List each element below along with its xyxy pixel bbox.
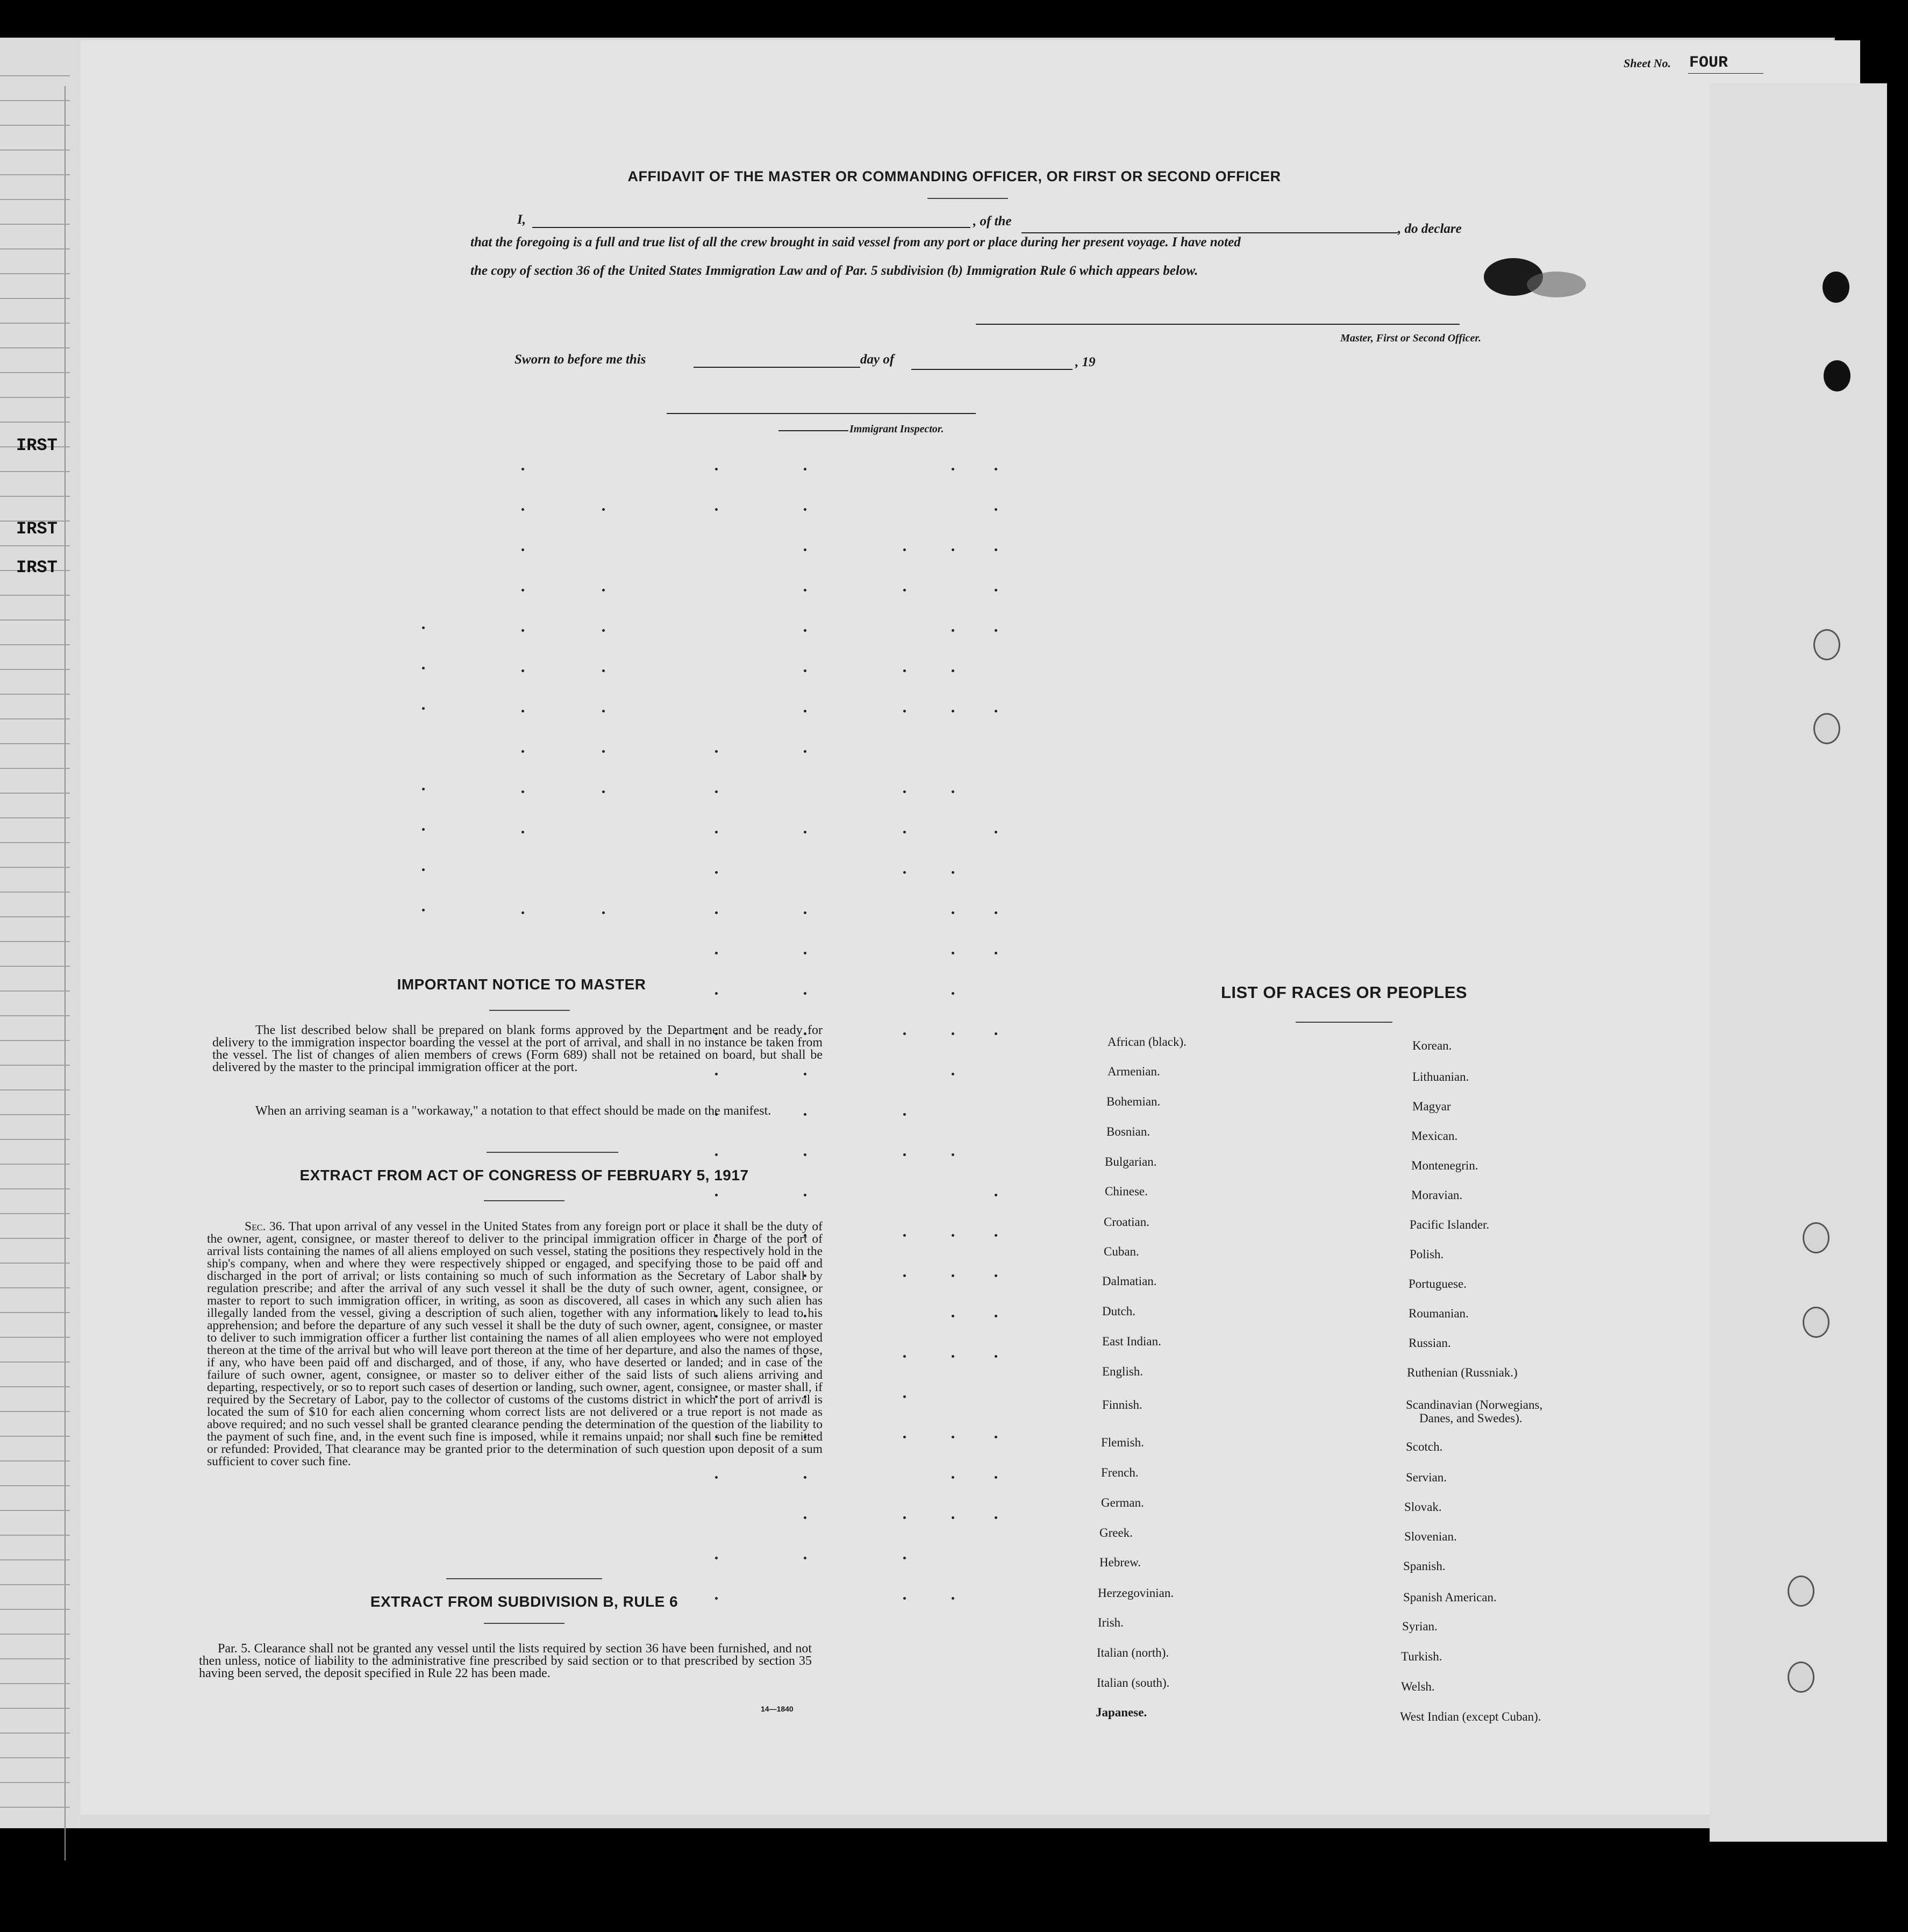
dot-mark xyxy=(995,1355,997,1358)
sheet-number-value: FOUR xyxy=(1689,54,1728,72)
dot-mark xyxy=(804,669,806,672)
ruled-line xyxy=(0,1708,70,1709)
dot-mark xyxy=(903,1274,906,1277)
dot-mark xyxy=(804,911,806,914)
dot-mark xyxy=(952,1274,954,1277)
dot-mark xyxy=(903,710,906,712)
dot-mark xyxy=(804,1153,806,1156)
dot-mark xyxy=(903,1113,906,1116)
race-item: Chinese. xyxy=(1105,1185,1148,1198)
race-item: Dutch. xyxy=(1102,1304,1135,1318)
dot-mark xyxy=(903,1436,906,1438)
ruled-line xyxy=(0,817,70,818)
dot-mark xyxy=(995,1476,997,1479)
ruled-line xyxy=(0,1361,70,1363)
dot-mark xyxy=(521,710,524,712)
ruled-line xyxy=(0,1114,70,1115)
ruled-line xyxy=(0,1559,70,1560)
form-number: 14—1840 xyxy=(761,1705,794,1713)
ruled-line xyxy=(0,1263,70,1264)
races-title-text: LIST OF RACES OR PEOPLES xyxy=(1220,983,1468,1002)
ruled-line xyxy=(0,1040,70,1041)
punch-hole xyxy=(1813,713,1840,744)
dot-mark xyxy=(995,1436,997,1438)
race-item: Hebrew. xyxy=(1099,1556,1141,1569)
dot-mark xyxy=(903,1557,906,1559)
dot-mark xyxy=(521,790,524,793)
sheet-number-line xyxy=(1688,73,1763,74)
race-item: Italian (north). xyxy=(1097,1646,1169,1659)
ruled-line xyxy=(0,1188,70,1189)
dot-mark xyxy=(602,710,605,712)
notice-end-rule xyxy=(487,1152,618,1153)
dot-mark xyxy=(952,1597,954,1600)
affidavit-title: AFFIDAVIT OF THE MASTER OR COMMANDING OFFICER, OR FIRST OR SECOND OFFICER xyxy=(627,168,1281,184)
dot-mark xyxy=(903,790,906,793)
race-item: Pacific Islander. xyxy=(1410,1218,1490,1231)
dot-mark xyxy=(804,831,806,833)
title-rule xyxy=(927,198,1008,199)
ruled-line xyxy=(0,941,70,942)
race-item: Korean. xyxy=(1412,1039,1452,1052)
inspector-signature-line[interactable] xyxy=(667,413,976,414)
dot-mark xyxy=(804,1516,806,1519)
race-item: East Indian. xyxy=(1102,1335,1161,1348)
dot-mark xyxy=(995,1032,997,1035)
race-item: Bulgarian. xyxy=(1105,1155,1157,1168)
race-item: Lithuanian. xyxy=(1412,1070,1469,1083)
dot-mark xyxy=(903,548,906,551)
dot-mark xyxy=(952,952,954,954)
dot-mark xyxy=(995,1315,997,1317)
sworn-year: , 19 xyxy=(1075,355,1096,369)
race-item: Japanese. xyxy=(1096,1706,1147,1719)
dot-mark xyxy=(715,508,718,511)
extract-act-title: EXTRACT FROM ACT OF CONGRESS OF FEBRUARY 5, 1917 xyxy=(299,1167,749,1184)
ruled-line xyxy=(0,496,70,497)
dot-mark xyxy=(952,1153,954,1156)
dot-mark xyxy=(422,626,425,629)
notice-paragraph-2: When an arriving seaman is a "workaway," a notation to that effect should be made on the manifest. xyxy=(255,1104,771,1118)
ruled-line xyxy=(0,248,70,249)
dot-mark xyxy=(422,828,425,831)
dot-mark xyxy=(715,871,718,874)
dot-mark xyxy=(804,548,806,551)
dot-mark xyxy=(995,1274,997,1277)
dot-mark xyxy=(804,750,806,753)
dot-mark xyxy=(903,589,906,591)
sworn-prefix: Sworn to before me this xyxy=(514,352,646,367)
ruled-line xyxy=(0,224,70,225)
dot-mark xyxy=(521,508,524,511)
punch-hole xyxy=(1824,360,1850,391)
race-item: Cuban. xyxy=(1104,1245,1139,1258)
ruled-line xyxy=(0,1386,70,1387)
dot-mark xyxy=(952,1315,954,1317)
race-item: Herzegovinian. xyxy=(1098,1586,1174,1600)
dot-mark xyxy=(804,1557,806,1559)
dot-mark xyxy=(521,548,524,551)
race-item: Portuguese. xyxy=(1409,1277,1467,1291)
extract-rule-title: EXTRACT FROM SUBDIVISION B, RULE 6 xyxy=(370,1593,678,1610)
sheet-number-label: Sheet No. xyxy=(1624,56,1671,70)
affidavit-line2: that the foregoing is a full and true list of all the crew brought in said vessel from any port or place during her present voyage. I have noted xyxy=(470,235,1241,249)
dot-mark xyxy=(804,508,806,511)
master-name-blank[interactable] xyxy=(532,227,970,228)
extract-rule-rule xyxy=(484,1623,564,1624)
section-label: Sec. 36. xyxy=(245,1220,285,1234)
sworn-day-blank[interactable] xyxy=(694,367,860,368)
dot-mark xyxy=(903,1032,906,1035)
ruled-line xyxy=(0,471,70,472)
dot-mark xyxy=(903,1395,906,1398)
ruled-line xyxy=(0,718,70,719)
race-item: Moravian. xyxy=(1411,1188,1463,1202)
dot-mark xyxy=(903,831,906,833)
dot-mark xyxy=(521,589,524,591)
ruled-line xyxy=(0,545,70,546)
ruled-line xyxy=(0,966,70,967)
ruled-line xyxy=(0,619,70,621)
ruled-line xyxy=(0,174,70,175)
ruled-line xyxy=(0,1312,70,1313)
dot-mark xyxy=(715,750,718,753)
dot-mark xyxy=(804,952,806,954)
dot-mark xyxy=(521,911,524,914)
ruled-line xyxy=(0,793,70,794)
race-item: Bohemian. xyxy=(1106,1095,1161,1108)
ink-smudge xyxy=(1527,272,1586,297)
ruled-line xyxy=(0,644,70,645)
margin-line xyxy=(65,86,66,1860)
dot-mark xyxy=(715,1153,718,1156)
races-title xyxy=(1156,983,1532,1002)
dot-mark xyxy=(715,952,718,954)
ruled-line xyxy=(0,1065,70,1066)
dot-mark xyxy=(804,1476,806,1479)
dot-mark xyxy=(952,710,954,712)
stub-word-2: IRST xyxy=(16,519,58,539)
dot-mark xyxy=(602,750,605,753)
ruled-line xyxy=(0,1658,70,1659)
punch-hole xyxy=(1823,272,1849,303)
dot-mark xyxy=(715,468,718,470)
notice-title: IMPORTANT NOTICE TO MASTER xyxy=(397,976,646,993)
race-item: Slovak. xyxy=(1404,1500,1442,1514)
dot-mark xyxy=(715,911,718,914)
dot-mark xyxy=(715,992,718,995)
dot-mark xyxy=(952,1355,954,1358)
race-item: Russian. xyxy=(1409,1336,1451,1350)
ruled-line xyxy=(0,1287,70,1288)
race-item: Syrian. xyxy=(1402,1620,1438,1633)
race-item: Montenegrin. xyxy=(1411,1159,1478,1172)
race-item: Croatian. xyxy=(1104,1215,1149,1229)
ruled-line xyxy=(0,1238,70,1239)
race-item: African (black). xyxy=(1107,1035,1187,1049)
dot-mark xyxy=(521,629,524,632)
ruled-line xyxy=(0,892,70,893)
ruled-line xyxy=(0,1609,70,1610)
ruled-line xyxy=(0,273,70,274)
dot-mark xyxy=(602,508,605,511)
ruled-line xyxy=(0,422,70,423)
punch-hole xyxy=(1803,1222,1830,1253)
front-sheet xyxy=(81,40,1860,1815)
dot-mark xyxy=(995,468,997,470)
race-item: Welsh. xyxy=(1401,1680,1435,1693)
ruled-line xyxy=(0,1757,70,1758)
race-item: Servian. xyxy=(1406,1471,1447,1484)
ruled-line xyxy=(0,125,70,126)
ruled-line xyxy=(0,1164,70,1165)
dot-mark xyxy=(804,710,806,712)
stub-word-1: IRST xyxy=(16,436,58,455)
dot-mark xyxy=(715,1557,718,1559)
dot-mark xyxy=(995,1234,997,1237)
ruled-line xyxy=(0,1411,70,1412)
dot-mark xyxy=(903,871,906,874)
dot-mark xyxy=(995,508,997,511)
affidavit-line1-of-the: , of the xyxy=(973,214,1012,229)
race-item: Roumanian. xyxy=(1409,1307,1469,1320)
race-item: Spanish. xyxy=(1403,1559,1446,1573)
dot-mark xyxy=(602,629,605,632)
ruled-line xyxy=(0,199,70,200)
ruled-line xyxy=(0,595,70,596)
ruled-line xyxy=(0,743,70,744)
ruled-line xyxy=(0,916,70,917)
dot-mark xyxy=(602,790,605,793)
race-item: Magyar xyxy=(1412,1100,1451,1113)
dot-mark xyxy=(903,1234,906,1237)
ruled-line xyxy=(0,1337,70,1338)
dot-mark xyxy=(952,1476,954,1479)
ruled-line xyxy=(0,1584,70,1585)
ruled-line xyxy=(0,298,70,299)
race-item: Mexican. xyxy=(1411,1129,1458,1143)
race-item: West Indian (except Cuban). xyxy=(1400,1710,1541,1723)
dot-mark xyxy=(903,1516,906,1519)
ruled-line xyxy=(0,149,70,151)
race-item: Spanish American. xyxy=(1403,1591,1497,1604)
sworn-day-of: day of xyxy=(860,352,895,367)
race-item: Ruthenian (Russniak.) xyxy=(1407,1366,1518,1379)
ruled-line xyxy=(0,323,70,324)
dot-mark xyxy=(952,669,954,672)
punch-hole xyxy=(1813,629,1840,660)
sworn-month-blank[interactable] xyxy=(911,369,1073,370)
dot-mark xyxy=(903,1153,906,1156)
signature-caption: Master, First or Second Officer. xyxy=(1340,332,1481,344)
affidavit-line1-suffix: , do declare xyxy=(1398,222,1462,236)
extract-act-end-rule xyxy=(446,1578,602,1579)
dot-mark xyxy=(952,871,954,874)
race-item: Slovenian. xyxy=(1404,1530,1457,1543)
ruled-line xyxy=(0,669,70,670)
race-item: Flemish. xyxy=(1101,1436,1144,1449)
punch-hole xyxy=(1803,1307,1830,1338)
dot-mark xyxy=(952,992,954,995)
dot-mark xyxy=(804,589,806,591)
ruled-line xyxy=(0,1683,70,1684)
dot-mark xyxy=(952,1073,954,1075)
dot-mark xyxy=(995,710,997,712)
dot-mark xyxy=(995,911,997,914)
race-item: Irish. xyxy=(1098,1616,1124,1629)
dot-mark xyxy=(952,548,954,551)
dot-mark xyxy=(804,1194,806,1196)
dot-mark xyxy=(952,1234,954,1237)
ruled-line xyxy=(0,1213,70,1214)
extract-rule-body: Par. 5. Clearance shall not be granted any vessel until the lists required by section 36 have been furnished, and not then unless, notice of liability to the administrative fine prescribed by said section or to that prescribed by section 35 having been served, the deposit specified in Rule 22 has been made. xyxy=(199,1642,812,1680)
dot-mark xyxy=(521,669,524,672)
race-item: Armenian. xyxy=(1107,1065,1160,1078)
dot-mark xyxy=(715,1476,718,1479)
dot-mark xyxy=(952,629,954,632)
dot-mark xyxy=(422,868,425,871)
ruled-line xyxy=(0,1460,70,1462)
race-item: Scotch. xyxy=(1406,1440,1443,1453)
ruled-line xyxy=(0,1139,70,1140)
race-item: French. xyxy=(1101,1466,1139,1479)
race-item: Italian (south). xyxy=(1097,1676,1170,1689)
punch-hole xyxy=(1788,1575,1814,1607)
dot-mark xyxy=(995,831,997,833)
dot-mark xyxy=(602,911,605,914)
inspector-prefix-line xyxy=(778,430,848,431)
ruled-line xyxy=(0,867,70,868)
ruled-line xyxy=(0,1485,70,1486)
race-item: Turkish. xyxy=(1401,1650,1442,1663)
ruled-line xyxy=(0,1535,70,1536)
notice-paragraph-1: The list described below shall be prepared on blank forms approved by the Department and be ready for delivery to the immigration inspector boarding the vessel at the port of arrival, and shall in no instance be taken from the vessel. The list of changes of alien members of crews (Form 689) shall not be retained on board, but shall be delivered by the master to the principal immigration officer at the port. xyxy=(212,1023,823,1074)
dot-mark xyxy=(804,992,806,995)
ruled-line xyxy=(0,990,70,992)
ruled-line xyxy=(0,1510,70,1511)
notice-rule xyxy=(489,1010,570,1011)
dot-mark xyxy=(995,548,997,551)
dot-mark xyxy=(521,468,524,470)
ruled-line xyxy=(0,1015,70,1016)
vessel-name-blank[interactable] xyxy=(1021,232,1398,233)
race-item: English. xyxy=(1102,1365,1144,1378)
race-item: Bosnian. xyxy=(1106,1125,1150,1138)
dot-mark xyxy=(995,629,997,632)
dot-mark xyxy=(422,788,425,790)
dot-mark xyxy=(422,909,425,911)
race-item: Danes, and Swedes). xyxy=(1419,1411,1523,1425)
ruled-line xyxy=(0,1807,70,1808)
dot-mark xyxy=(602,669,605,672)
punch-hole xyxy=(1788,1662,1814,1693)
ruled-line xyxy=(0,1733,70,1734)
races-rule xyxy=(1296,1022,1392,1023)
dot-mark xyxy=(952,468,954,470)
ruled-line xyxy=(0,1436,70,1437)
dot-mark xyxy=(715,831,718,833)
extract-act-rule xyxy=(484,1200,564,1201)
section-body: That upon arrival of any vessel in the United States from any foreign port or place it shall be the duty of the owner, agent, consignee, or master thereof to deliver to the principal immigration officer in charge of the port of arrival lists containing the names of all aliens employed on such vessel, stating the positions they respectively hold in the ship's company, when and where they were respectively shipped or engaged, and specifying those to be paid off and discharged in the port of arrival; or lists containing so much of such information as the Secretary of Labor shall by regulation prescribe; and after the arrival of any such vessel it shall be the duty of such owner, agent, consignee, or master to report to such immigration officer, in writing, as soon as discovered, all cases in which any such alien has illegally landed from the vessel, giving a description of such alien, together with any information likely to lead to his apprehension; and before the departure of any such vessel it shall be the duty of such owner, agent, consignee, or master to deliver to such immigration officer a further list containing the names of all alien employees who were not employed thereon at the time of the arrival but who will leave port thereon at the time of her departure, and also the names of those, if any, who have been paid off and discharged, and of those, if any, who have deserted or landed; and in case of the failure of such owner, agent, consignee, or master so to deliver either of the said lists of such aliens arriving and departing, respectively, or so to report such cases of desertion or landing, such owner, agent, consignee, or master shall, if required by the Secretary of Labor, pay to the collector of customs of the customs district in which the port of arrival is located the sum of $10 for each alien concerning whom correct lists are not delivered or a true report is not made as above required; and no such vessel shall be granted clearance pending the determination of the question of the liability to the payment of such fine, and, in the event such fine is imposed, while it remains unpaid; nor shall such fine be remitted or refunded: Provided, That clearance may be granted prior to the determination of such question upon deposit of a sum sufficient to cover such fine. xyxy=(207,1220,823,1468)
dot-mark xyxy=(422,667,425,669)
ruled-line xyxy=(0,372,70,373)
inspector-caption: Immigrant Inspector. xyxy=(849,423,944,435)
dot-mark xyxy=(903,1597,906,1600)
dot-mark xyxy=(952,911,954,914)
dot-mark xyxy=(422,707,425,710)
ruled-line xyxy=(0,75,70,76)
race-item: Polish. xyxy=(1410,1247,1444,1261)
dot-mark xyxy=(995,589,997,591)
dot-mark xyxy=(521,750,524,753)
dot-mark xyxy=(715,790,718,793)
stub-word-3: IRST xyxy=(16,558,58,578)
race-item: Dalmatian. xyxy=(1102,1274,1157,1288)
ruled-line xyxy=(0,1634,70,1635)
ruled-line xyxy=(0,1782,70,1783)
dot-mark xyxy=(995,952,997,954)
dot-mark xyxy=(521,831,524,833)
race-item: Finnish. xyxy=(1102,1398,1142,1411)
dot-mark xyxy=(602,589,605,591)
dot-mark xyxy=(952,1032,954,1035)
ruled-line xyxy=(0,347,70,348)
affidavit-line3: the copy of section 36 of the United States Immigration Law and of Par. 5 subdivision (b) Immigration Rule 6 which appears below. xyxy=(470,263,1198,278)
dot-mark xyxy=(952,790,954,793)
signature-line[interactable] xyxy=(976,324,1460,325)
affidavit-line1-prefix: I, xyxy=(517,212,526,227)
extract-act-section xyxy=(207,1221,823,1468)
ruled-line xyxy=(0,1089,70,1090)
ruled-line xyxy=(0,694,70,695)
dot-mark xyxy=(804,468,806,470)
dot-mark xyxy=(995,1194,997,1196)
ruled-line xyxy=(0,768,70,769)
dot-mark xyxy=(903,1355,906,1358)
ruled-line xyxy=(0,397,70,398)
race-item: Greek. xyxy=(1099,1526,1133,1539)
dot-mark xyxy=(952,1436,954,1438)
dot-mark xyxy=(804,629,806,632)
dot-mark xyxy=(995,1516,997,1519)
ruled-line xyxy=(0,842,70,843)
dot-mark xyxy=(903,669,906,672)
race-item: German. xyxy=(1101,1496,1144,1509)
dot-mark xyxy=(952,1516,954,1519)
ruled-line xyxy=(0,100,70,101)
dot-mark xyxy=(715,1194,718,1196)
race-item: Scandinavian (Norwegians, xyxy=(1406,1398,1543,1411)
